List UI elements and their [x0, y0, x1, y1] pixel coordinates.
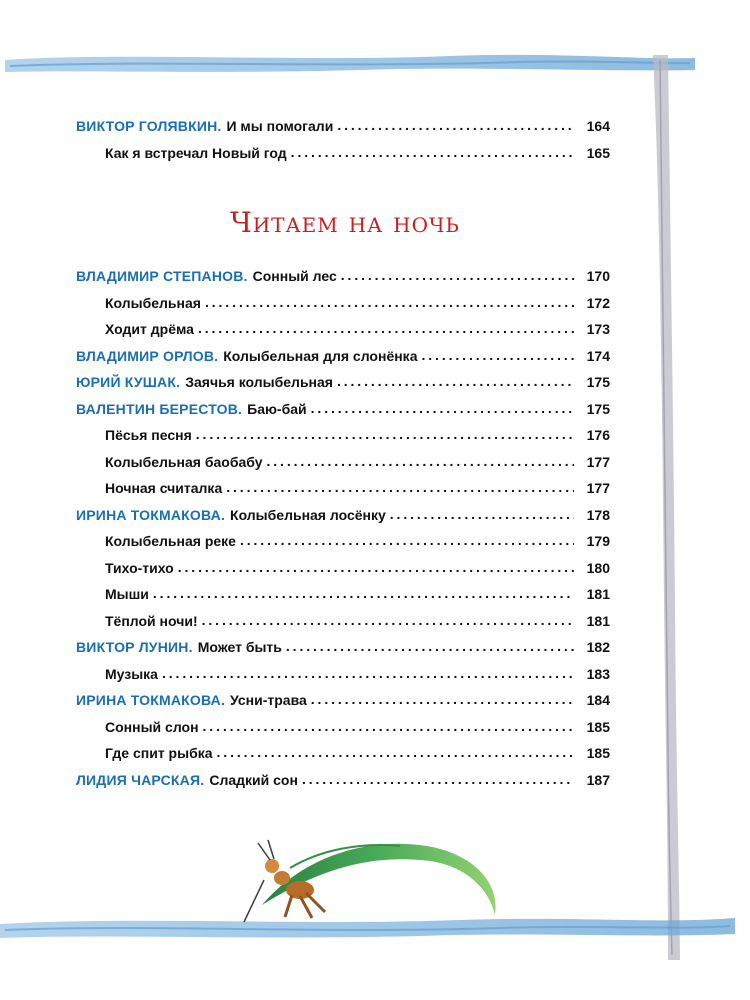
page-number: 182 — [586, 639, 610, 656]
dot-leader — [390, 506, 574, 522]
page-number: 179 — [586, 533, 610, 550]
toc-entry[interactable] — [76, 740, 610, 767]
author-name: ВИКТОР ЛУНИН. — [76, 639, 193, 656]
entry-title: Сонный слон — [105, 718, 199, 735]
page-number: 173 — [586, 321, 610, 338]
author-name: ВЛАДИМИР СТЕПАНОВ. — [76, 268, 248, 285]
dot-leader — [341, 267, 574, 283]
entry-title: Музыка — [105, 665, 158, 682]
entry-title: Может быть — [197, 639, 282, 656]
entry-title: Как я встречал Новый год — [105, 144, 287, 161]
page-number: 175 — [586, 374, 610, 391]
bottom-border-stroke — [0, 918, 735, 938]
entry-title: Сонный лес — [252, 268, 337, 285]
dot-leader — [203, 718, 574, 734]
page-number: 177 — [586, 453, 610, 470]
ant-illustration — [244, 840, 496, 922]
toc-entry[interactable] — [76, 528, 610, 555]
page-number: 187 — [586, 771, 610, 788]
entry-title: Где спит рыбка — [105, 745, 213, 762]
top-border-stroke — [5, 55, 695, 72]
toc-entry[interactable] — [76, 502, 610, 529]
dot-leader — [178, 559, 574, 575]
toc-entry[interactable] — [76, 422, 610, 449]
right-border-stroke — [653, 55, 680, 960]
toc-entry[interactable] — [76, 634, 610, 661]
dot-leader — [205, 294, 574, 310]
author-name: ЮРИЙ КУШАК. — [76, 374, 181, 391]
toc-main-section — [76, 263, 610, 793]
dot-leader — [217, 744, 574, 760]
toc-entry[interactable] — [76, 475, 610, 502]
page-number: 180 — [586, 559, 610, 576]
author-name: ВИКТОР ГОЛЯВКИН. — [76, 118, 222, 135]
entry-title: Колыбельная для слонёнка — [223, 347, 418, 364]
dot-leader — [421, 347, 574, 363]
dot-leader — [311, 400, 574, 416]
page-number: 184 — [586, 692, 610, 709]
dot-leader — [291, 144, 574, 160]
dot-leader — [240, 532, 574, 548]
entry-title: И мы помогали — [226, 118, 334, 135]
toc-top-section — [76, 113, 610, 166]
entry-title: Ночная считалка — [105, 480, 223, 497]
dot-leader — [267, 453, 575, 469]
author-name: ВАЛЕНТИН БЕРЕСТОВ. — [76, 400, 243, 417]
entry-title: Пёсья песня — [105, 427, 192, 444]
toc-entry[interactable] — [76, 263, 610, 290]
entry-title: Сладкий сон — [209, 771, 298, 788]
toc-entry[interactable] — [76, 396, 610, 423]
entry-title: Ходит дрёма — [105, 321, 194, 338]
author-name: ВЛАДИМИР ОРЛОВ. — [76, 347, 219, 364]
toc-entry[interactable] — [76, 113, 610, 140]
page-number: 170 — [586, 268, 610, 285]
dot-leader — [196, 426, 574, 442]
dot-leader — [337, 373, 574, 389]
entry-title: Колыбельная — [105, 294, 201, 311]
dot-leader — [337, 117, 574, 133]
toc-entry[interactable] — [76, 140, 610, 167]
entry-title: Мыши — [105, 586, 149, 603]
entry-title: Колыбельная баобабу — [105, 453, 263, 470]
page-number: 176 — [586, 427, 610, 444]
toc-entry[interactable] — [76, 369, 610, 396]
entry-title: Колыбельная реке — [105, 533, 236, 550]
dot-leader — [302, 771, 574, 787]
author-name: ИРИНА ТОКМАКОВА. — [76, 506, 226, 523]
entry-title: Усни-трава — [230, 692, 307, 709]
author-name: ИРИНА ТОКМАКОВА. — [76, 692, 226, 709]
toc-entry[interactable] — [76, 767, 610, 794]
page-number: 172 — [586, 294, 610, 311]
toc-entry[interactable] — [76, 581, 610, 608]
dot-leader — [153, 585, 574, 601]
entry-title: Тёплой ночи! — [105, 612, 198, 629]
author-name: ЛИДИЯ ЧАРСКАЯ. — [76, 771, 205, 788]
page-number: 175 — [586, 400, 610, 417]
toc-entry[interactable] — [76, 343, 610, 370]
page-number: 181 — [586, 586, 610, 603]
dot-leader — [162, 665, 574, 681]
toc-entry[interactable] — [76, 608, 610, 635]
toc-entry[interactable] — [76, 290, 610, 317]
dot-leader — [198, 320, 574, 336]
page-number: 165 — [586, 144, 610, 161]
page-number: 174 — [586, 347, 610, 364]
section-heading: Читаем на ночь — [230, 206, 460, 239]
page-number: 177 — [586, 480, 610, 497]
entry-title: Тихо-тихо — [105, 559, 174, 576]
page-number: 185 — [586, 718, 610, 735]
toc-entry[interactable] — [76, 449, 610, 476]
toc-entry[interactable] — [76, 661, 610, 688]
dot-leader — [311, 691, 574, 707]
dot-leader — [226, 479, 574, 495]
toc-entry[interactable] — [76, 687, 610, 714]
page-number: 164 — [586, 118, 610, 135]
toc-entry[interactable] — [76, 714, 610, 741]
toc-entry[interactable] — [76, 316, 610, 343]
page-number: 178 — [586, 506, 610, 523]
page-number: 185 — [586, 745, 610, 762]
page-number: 181 — [586, 612, 610, 629]
dot-leader — [202, 612, 574, 628]
entry-title: Баю-бай — [247, 400, 307, 417]
entry-title: Заячья колыбельная — [185, 374, 333, 391]
dot-leader — [286, 638, 574, 654]
entry-title: Колыбельная лосёнку — [230, 506, 386, 523]
toc-entry[interactable] — [76, 555, 610, 582]
page-number: 183 — [586, 665, 610, 682]
